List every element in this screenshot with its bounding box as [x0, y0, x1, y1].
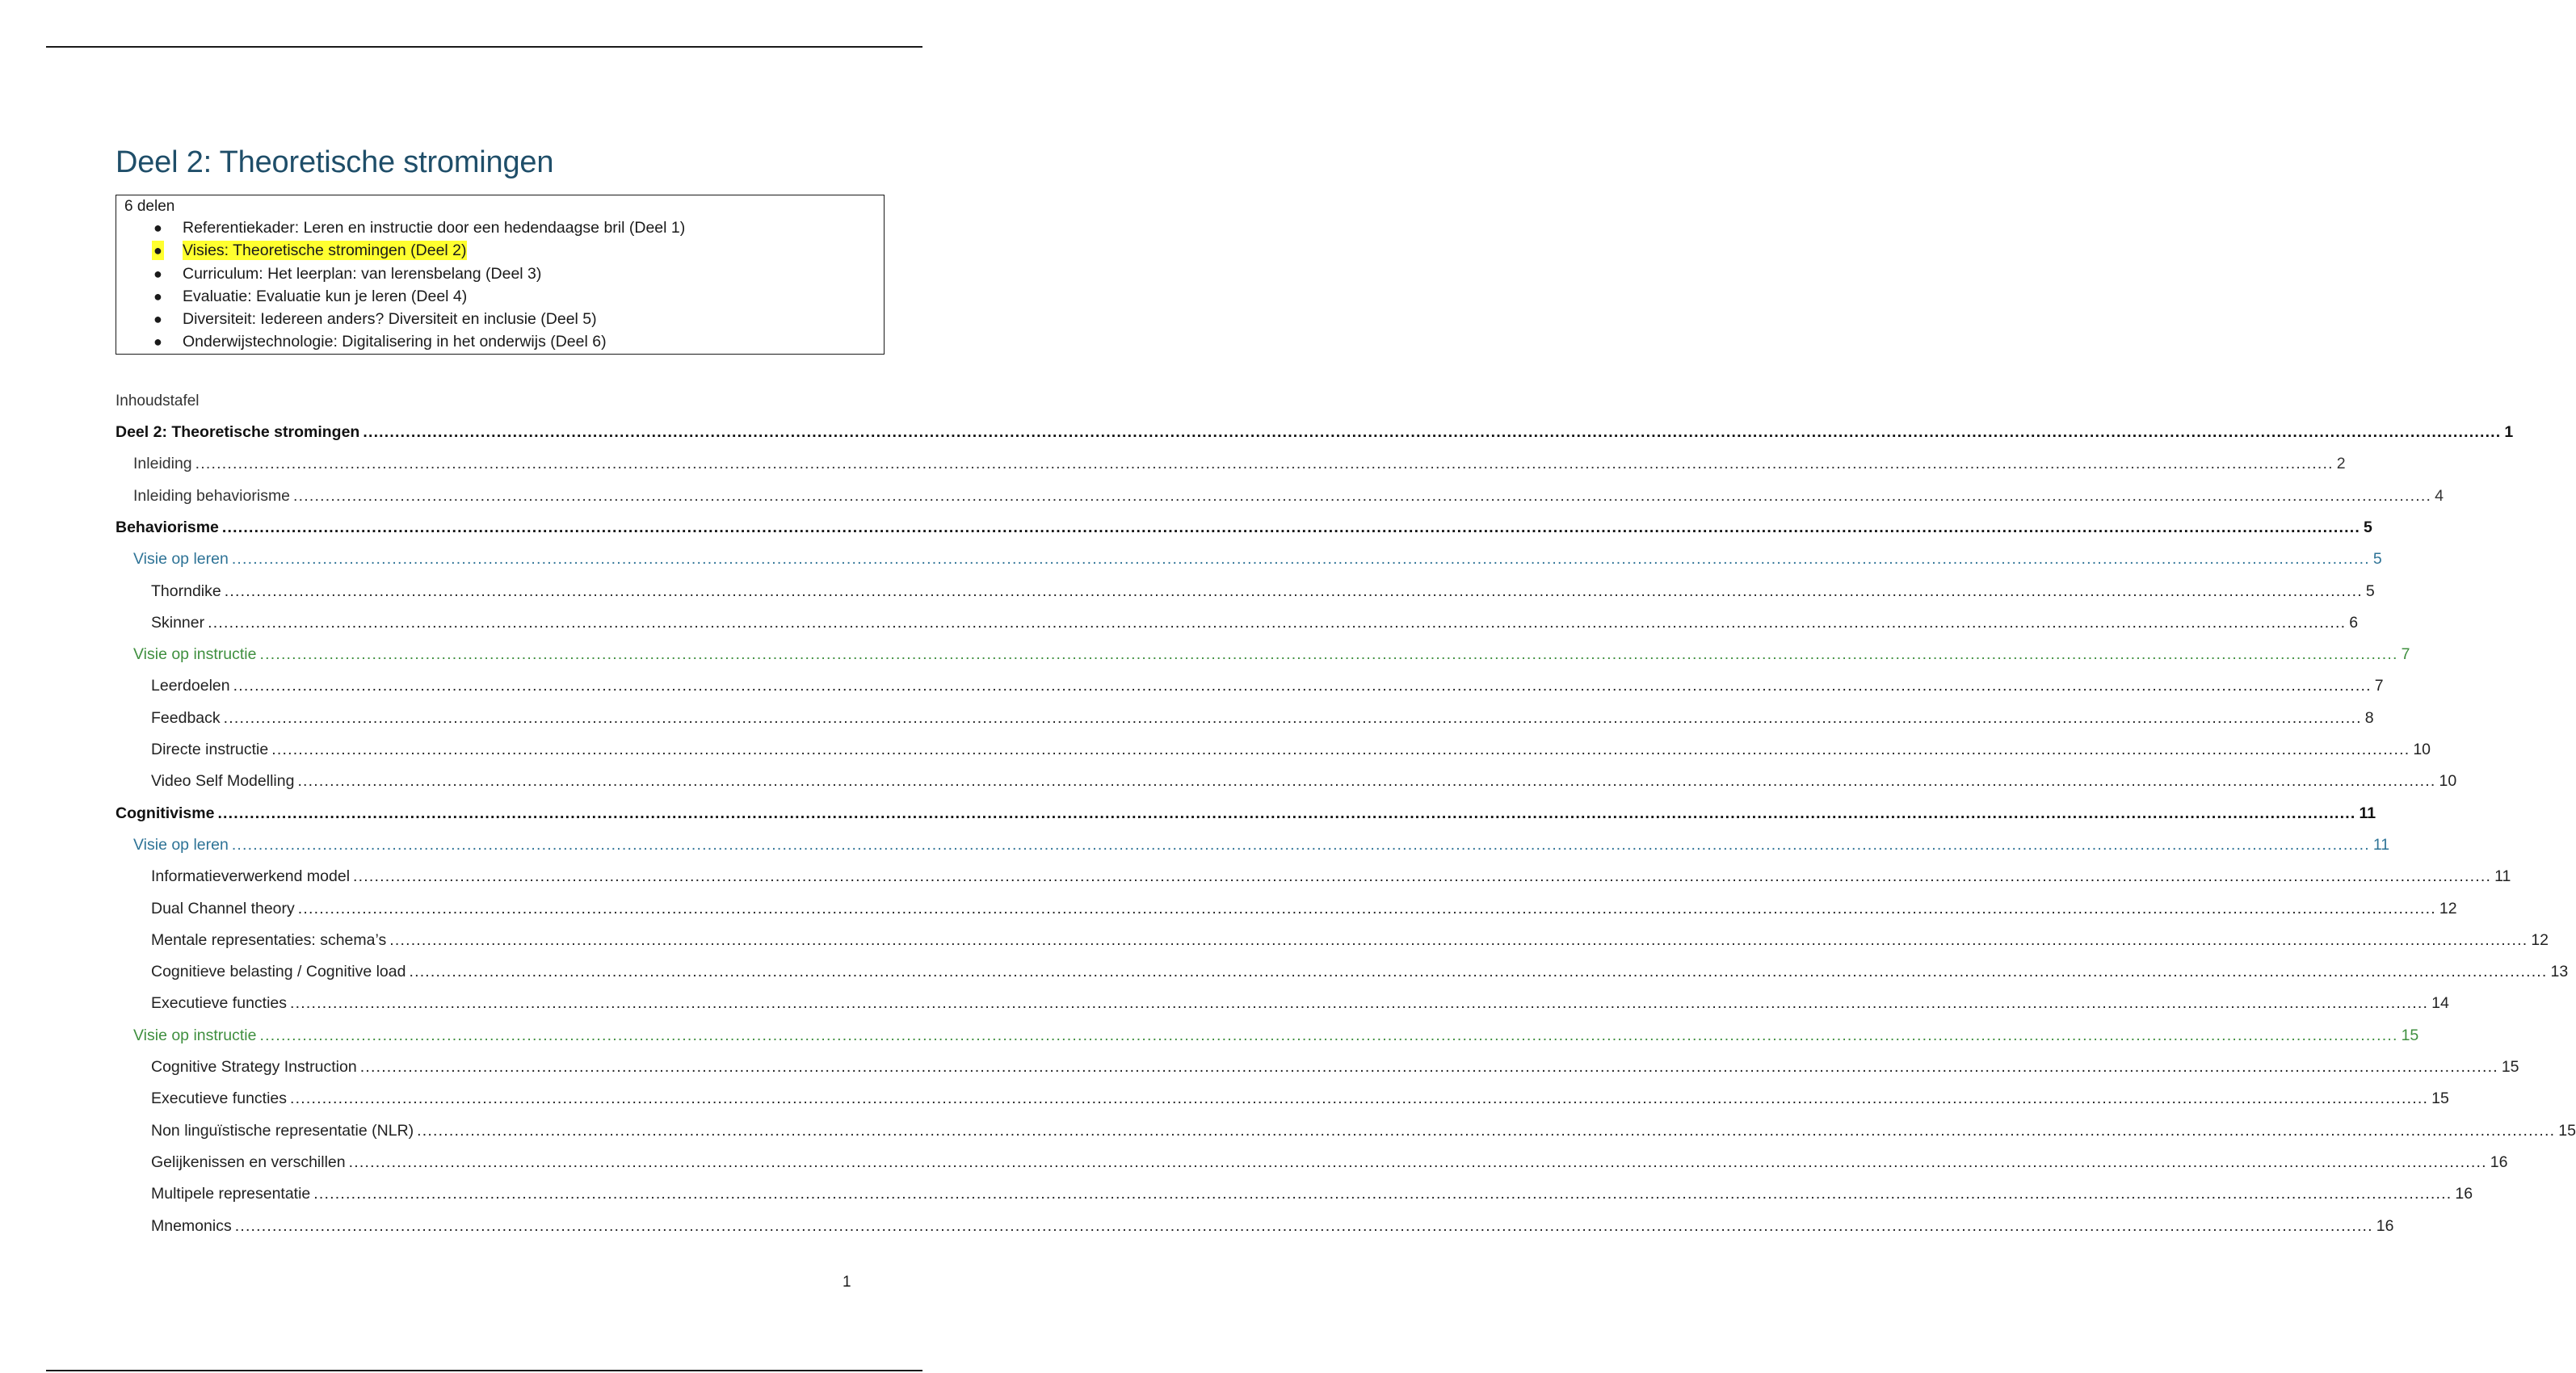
- toc-leader-dots: ................................................................................................................................................................................................................................................................................................................................................................................................................: [233, 677, 2372, 695]
- toc-leader-dots: ................................................................................................................................................................................................................................................................................................................................................................................................................: [297, 899, 2436, 917]
- toc-entry-page: 15: [2558, 1121, 2576, 1140]
- toc-entry[interactable]: [151, 613, 2359, 638]
- toc-entry[interactable]: [116, 518, 2372, 543]
- toc-leader-dots: ................................................................................................................................................................................................................................................................................................................................................................................................................: [417, 1121, 2556, 1140]
- toc-entry-label: Multipele representatie: [151, 1185, 311, 1203]
- toc-leader-dots: ................................................................................................................................................................................................................................................................................................................................................................................................................: [290, 1090, 2429, 1108]
- toc-entry[interactable]: [133, 550, 2382, 574]
- toc-entry[interactable]: [151, 1216, 2394, 1241]
- toc-entry[interactable]: [151, 741, 2431, 765]
- toc-leader-dots: ................................................................................................................................................................................................................................................................................................................................................................................................................: [290, 994, 2429, 1013]
- toc-entry-page: 11: [2494, 867, 2511, 886]
- toc-entry-label: Executieve functies: [151, 994, 288, 1013]
- toc-entry-page: 10: [2439, 772, 2457, 791]
- toc-entry[interactable]: [151, 582, 2375, 607]
- toc-entry-label: Behaviorisme: [116, 518, 219, 536]
- toc-entry-label: Cognitieve belasting / Cognitive load: [151, 963, 406, 981]
- toc-entry-label: Directe instructie: [151, 741, 269, 758]
- toc-entry-page: 8: [2364, 708, 2374, 727]
- toc-entry[interactable]: [151, 963, 2569, 987]
- toc-entry-page: 15: [2501, 1058, 2519, 1076]
- toc-entry-page: 5: [2372, 550, 2382, 569]
- page-number: 1: [843, 1274, 851, 1291]
- parts-list-item: ● Evaluatie: Evaluatie kun je leren (Deel 4): [116, 285, 685, 308]
- toc-entry-label: Video Self Modelling: [151, 772, 295, 791]
- parts-list-item: ● Onderwijstechnologie: Digitalisering in het onderwijs (Deel 6): [116, 330, 685, 353]
- toc-entry-label: Feedback: [151, 708, 221, 727]
- toc-entry-page: 6: [2349, 613, 2359, 632]
- toc-leader-dots: ................................................................................................................................................................................................................................................................................................................................................................................................................: [348, 1153, 2487, 1171]
- toc-leader-dots: ................................................................................................................................................................................................................................................................................................................................................................................................................: [389, 930, 2528, 949]
- toc-leader-dots: ................................................................................................................................................................................................................................................................................................................................................................................................................: [231, 550, 2370, 569]
- toc-entry-label: Mentale representaties: schema’s: [151, 930, 387, 949]
- parts-list-item: ● Diversiteit: Iedereen anders? Diversiteit en inclusie (Deel 5): [116, 308, 685, 330]
- toc-leader-dots: ................................................................................................................................................................................................................................................................................................................................................................................................................: [353, 867, 2492, 886]
- toc-entry-label: Gelijkenissen en verschillen: [151, 1153, 346, 1171]
- toc-entry[interactable]: [151, 1121, 2576, 1146]
- toc-entry-page: 7: [2374, 677, 2384, 695]
- toc-leader-dots: ................................................................................................................................................................................................................................................................................................................................................................................................................: [363, 423, 2502, 441]
- toc-entry-label: Informatieverwerkend model: [151, 867, 351, 886]
- parts-list-item-highlighted: ● Visies: Theoretische stromingen (Deel 2): [153, 241, 467, 260]
- toc-entry[interactable]: [151, 1185, 2473, 1209]
- toc-entry[interactable]: [133, 645, 2410, 670]
- toc-entry-label: Inleiding: [133, 455, 192, 473]
- toc-heading: Inhoudstafel: [116, 393, 200, 409]
- toc-entry-label: Skinner: [151, 613, 205, 632]
- toc-entry[interactable]: [133, 486, 2444, 511]
- toc-leader-dots: ................................................................................................................................................................................................................................................................................................................................................................................................................: [259, 645, 2398, 664]
- toc-entry-label: Executieve functies: [151, 1090, 288, 1108]
- bullet-icon: ●: [153, 242, 162, 259]
- parts-list-item: ● Referentiekader: Leren en instructie door een hedendaagse bril (Deel 1): [116, 216, 685, 239]
- toc-entry[interactable]: [151, 1090, 2449, 1114]
- toc-leader-dots: ................................................................................................................................................................................................................................................................................................................................................................................................................: [359, 1058, 2498, 1076]
- toc-entry-page: 2: [2336, 455, 2346, 473]
- toc-entry[interactable]: [151, 677, 2384, 701]
- toc-entry-page: 5: [2365, 582, 2375, 600]
- toc-leader-dots: ................................................................................................................................................................................................................................................................................................................................................................................................................: [195, 455, 2334, 473]
- toc-entry-page: 15: [2431, 1090, 2449, 1108]
- toc-entry-label: Inleiding behaviorisme: [133, 486, 291, 505]
- toc-entry-label: Cognitivisme: [116, 804, 215, 822]
- toc-leader-dots: ................................................................................................................................................................................................................................................................................................................................................................................................................: [271, 741, 2410, 758]
- toc-entry[interactable]: [133, 455, 2346, 479]
- footer-rule: [46, 1370, 922, 1371]
- toc-leader-dots: ................................................................................................................................................................................................................................................................................................................................................................................................................: [217, 804, 2356, 822]
- toc-entry-label: Visie op instructie: [133, 645, 257, 664]
- toc-entry[interactable]: [133, 1026, 2419, 1051]
- toc-entry-page: 1: [2504, 423, 2514, 441]
- toc-entry[interactable]: [151, 1058, 2519, 1082]
- toc-entry[interactable]: [133, 835, 2390, 860]
- toc-leader-dots: ................................................................................................................................................................................................................................................................................................................................................................................................................: [208, 613, 2347, 632]
- toc-leader-dots: ................................................................................................................................................................................................................................................................................................................................................................................................................: [409, 963, 2548, 981]
- toc-entry-label: Deel 2: Theoretische stromingen: [116, 423, 360, 441]
- toc-entry[interactable]: [151, 1153, 2508, 1178]
- toc-entry[interactable]: [151, 994, 2449, 1018]
- toc-leader-dots: ................................................................................................................................................................................................................................................................................................................................................................................................................: [223, 708, 2362, 727]
- toc-entry-page: 12: [2439, 899, 2457, 917]
- toc-entry-page: 16: [2455, 1185, 2473, 1203]
- toc-entry-page: 12: [2531, 930, 2549, 949]
- toc-entry-label: Thorndike: [151, 582, 221, 600]
- parts-box-heading: 6 delen: [124, 198, 175, 215]
- toc-leader-dots: ................................................................................................................................................................................................................................................................................................................................................................................................................: [234, 1216, 2373, 1235]
- toc-entry-page: 15: [2401, 1026, 2419, 1044]
- toc-entry[interactable]: [151, 899, 2457, 924]
- parts-box: [116, 195, 885, 355]
- toc-leader-dots: ................................................................................................................................................................................................................................................................................................................................................................................................................: [313, 1185, 2452, 1203]
- toc-entry-label: Non linguïstische representatie (NLR): [151, 1121, 414, 1140]
- header-rule: [46, 46, 922, 48]
- toc-entry[interactable]: [116, 804, 2376, 829]
- toc-entry-page: 16: [2376, 1216, 2394, 1235]
- bullet-icon: ●: [153, 220, 162, 236]
- toc-entry-label: Mnemonics: [151, 1216, 232, 1235]
- toc-entry-page: 14: [2431, 994, 2449, 1013]
- toc-leader-dots: ................................................................................................................................................................................................................................................................................................................................................................................................................: [297, 772, 2436, 791]
- toc-entry[interactable]: [151, 708, 2374, 733]
- toc-entry-label: Cognitive Strategy Instruction: [151, 1058, 357, 1076]
- toc-entry-page: 11: [2359, 804, 2376, 822]
- toc-entry-label: Visie op leren: [133, 550, 229, 569]
- toc-entry-page: 10: [2413, 741, 2431, 758]
- bullet-icon: ●: [153, 311, 162, 328]
- toc-leader-dots: ................................................................................................................................................................................................................................................................................................................................................................................................................: [221, 518, 2360, 536]
- toc-entry[interactable]: [116, 423, 2514, 447]
- toc-entry-label: Visie op leren: [133, 835, 229, 854]
- parts-list-item: ● Curriculum: Het leerplan: van lerensbelang (Deel 3): [116, 262, 685, 285]
- toc-leader-dots: ................................................................................................................................................................................................................................................................................................................................................................................................................: [231, 835, 2370, 854]
- toc-entry[interactable]: [151, 930, 2549, 955]
- bullet-icon: ●: [153, 288, 162, 304]
- toc-entry-page: 7: [2401, 645, 2410, 664]
- parts-list: [116, 216, 685, 354]
- toc-leader-dots: ................................................................................................................................................................................................................................................................................................................................................................................................................: [293, 486, 2432, 505]
- toc-leader-dots: ................................................................................................................................................................................................................................................................................................................................................................................................................: [259, 1026, 2398, 1044]
- toc-entry[interactable]: [151, 772, 2457, 796]
- page-title: Deel 2: Theoretische stromingen: [116, 145, 554, 179]
- toc-entry-page: 5: [2364, 518, 2372, 536]
- toc-entry-label: Dual Channel theory: [151, 899, 295, 917]
- toc-entry-page: 16: [2490, 1153, 2508, 1171]
- toc-entry-page: 11: [2372, 835, 2390, 854]
- bullet-icon: ●: [153, 334, 162, 351]
- bullet-icon: ●: [153, 265, 162, 282]
- toc-entry[interactable]: [151, 867, 2511, 892]
- toc-entry-label: Leerdoelen: [151, 677, 230, 695]
- toc-entry-label: Visie op instructie: [133, 1026, 257, 1044]
- toc-leader-dots: ................................................................................................................................................................................................................................................................................................................................................................................................................: [224, 582, 2363, 600]
- toc-entry-page: 4: [2435, 486, 2444, 505]
- toc-entry-page: 13: [2550, 963, 2569, 981]
